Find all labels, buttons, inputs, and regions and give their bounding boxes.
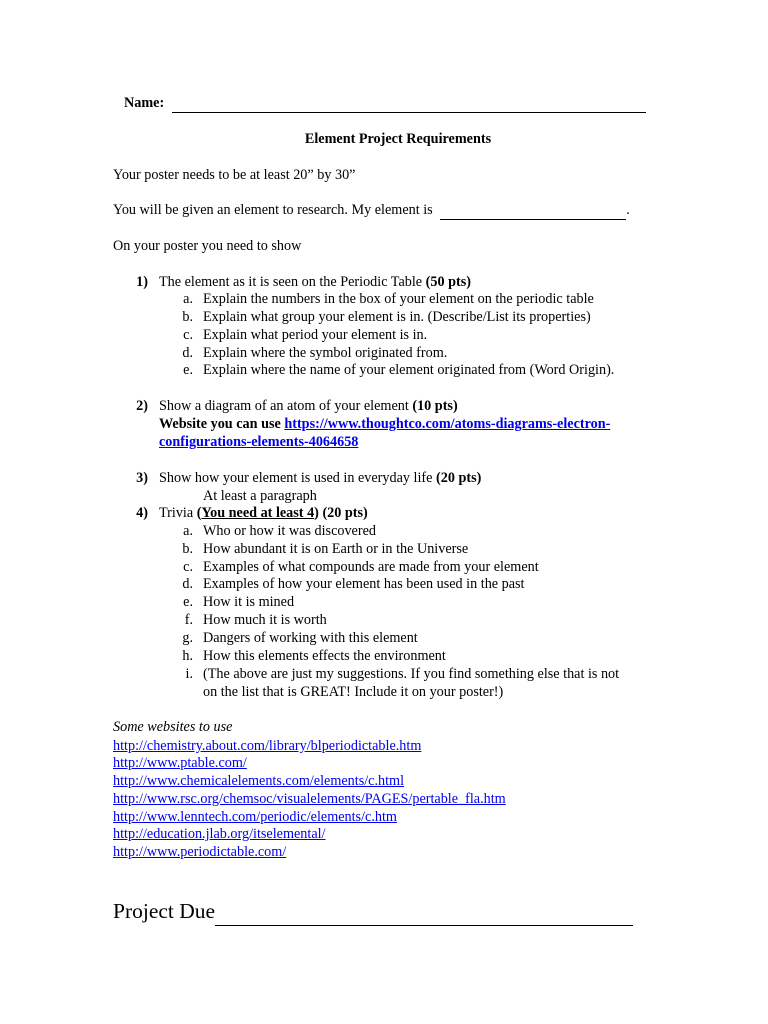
item-2-website-row: [159, 415, 610, 433]
sub-letter: h.: [182, 648, 193, 664]
website-link[interactable]: http://www.periodictable.com/: [113, 844, 287, 860]
sub-letter: b.: [182, 541, 193, 557]
item-1-number: 1): [136, 274, 148, 290]
sub-item: How abundant it is on Earth or in the Universe: [203, 541, 469, 557]
item-4-points: (20 pts): [322, 505, 368, 521]
website-link[interactable]: http://www.ptable.com/: [113, 755, 247, 771]
sub-letter: e.: [183, 594, 193, 610]
sub-letter: d.: [182, 576, 193, 592]
sub-letter: b.: [182, 309, 193, 325]
project-due-label: Project Due: [113, 899, 216, 923]
item-4-paren-open: (: [196, 505, 202, 521]
sub-item-continuation: on the list that is GREAT! Include it on your poster!): [203, 684, 504, 700]
sub-item: Explain where the name of your element originated from (Word Origin).: [203, 362, 615, 378]
website-link[interactable]: http://chemistry.about.com/library/blperiodictable.htm: [113, 738, 422, 754]
website-link[interactable]: http://www.lenntech.com/periodic/elements/c.htm: [113, 809, 397, 825]
project-due-row: [113, 897, 633, 926]
poster-size-text: Your poster needs to be at least 20” by 30”: [113, 167, 356, 183]
item-1-text: The element as it is seen on the Periodic Table: [159, 274, 423, 290]
sub-item: Explain the numbers in the box of your element on the periodic table: [203, 291, 594, 307]
name-row: [124, 94, 646, 113]
website-link[interactable]: http://education.jlab.org/itselemental/: [113, 826, 326, 842]
website-link[interactable]: http://www.chemicalelements.com/elements/c.html: [113, 773, 405, 789]
sub-letter: f.: [184, 612, 193, 628]
show-heading: On your poster you need to show: [113, 238, 302, 254]
element-row: [113, 201, 630, 220]
sub-item: (The above are just my suggestions. If you find something else that is not: [203, 666, 620, 682]
item-4-number: 4): [136, 505, 148, 521]
sub-item: Dangers of working with this element: [203, 630, 418, 646]
item-3-note: At least a paragraph: [203, 488, 317, 504]
sub-letter: g.: [182, 630, 193, 646]
sub-item: How it is mined: [203, 594, 295, 610]
website-link[interactable]: http://www.rsc.org/chemsoc/visualelements/PAGES/pertable_fla.htm: [113, 791, 506, 807]
name-blank: [172, 94, 646, 113]
item-4: [159, 504, 368, 522]
sub-item: Explain where the symbol originated from.: [203, 345, 448, 361]
sub-letter: a.: [183, 291, 193, 307]
thoughtco-link-cont[interactable]: configurations-elements-4064658: [159, 434, 359, 450]
sub-item: How this elements effects the environment: [203, 648, 446, 664]
element-prompt: You will be given an element to research. My element is: [113, 202, 433, 218]
sub-item: Examples of what compounds are made from your element: [203, 559, 539, 575]
item-3: [159, 469, 481, 487]
element-blank: [440, 201, 626, 220]
item-3-number: 3): [136, 470, 148, 486]
page-title: Element Project Requirements: [304, 131, 492, 147]
website-label: Website you can use: [159, 416, 281, 432]
sub-letter: a.: [183, 523, 193, 539]
sub-letter: d.: [182, 345, 193, 361]
item-2: [159, 397, 458, 415]
sub-letter: c.: [183, 559, 193, 575]
sub-item: Explain what group your element is in. (Describe/List its properties): [203, 309, 591, 325]
sub-item: Examples of how your element has been used in the past: [203, 576, 525, 592]
thoughtco-link[interactable]: https://www.thoughtco.com/atoms-diagrams-electron-: [284, 416, 611, 432]
item-2-points: (10 pts): [412, 398, 458, 414]
item-2-url-cont: [159, 433, 358, 451]
sub-item: How much it is worth: [203, 612, 327, 628]
name-label: Name:: [124, 95, 165, 111]
sub-letter: i.: [185, 666, 193, 682]
item-4-emphasis: You need at least 4: [201, 505, 315, 521]
item-4-text: Trivia: [159, 505, 194, 521]
sub-letter: e.: [183, 362, 193, 378]
sub-item: Explain what period your element is in.: [203, 327, 428, 343]
sub-item: Who or how it was discovered: [203, 523, 376, 539]
item-3-points: (20 pts): [436, 470, 482, 486]
item-3-text: Show how your element is used in everyday life: [159, 470, 433, 486]
item-2-number: 2): [136, 398, 148, 414]
item-1-points: (50 pts): [425, 274, 471, 290]
item-4-paren-close: ): [314, 505, 319, 521]
websites-heading: Some websites to use: [113, 719, 233, 735]
element-period: .: [626, 202, 630, 218]
item-2-text: Show a diagram of an atom of your element: [159, 398, 409, 414]
sub-letter: c.: [183, 327, 193, 343]
item-1: [159, 273, 471, 291]
project-due-blank: [215, 897, 633, 926]
